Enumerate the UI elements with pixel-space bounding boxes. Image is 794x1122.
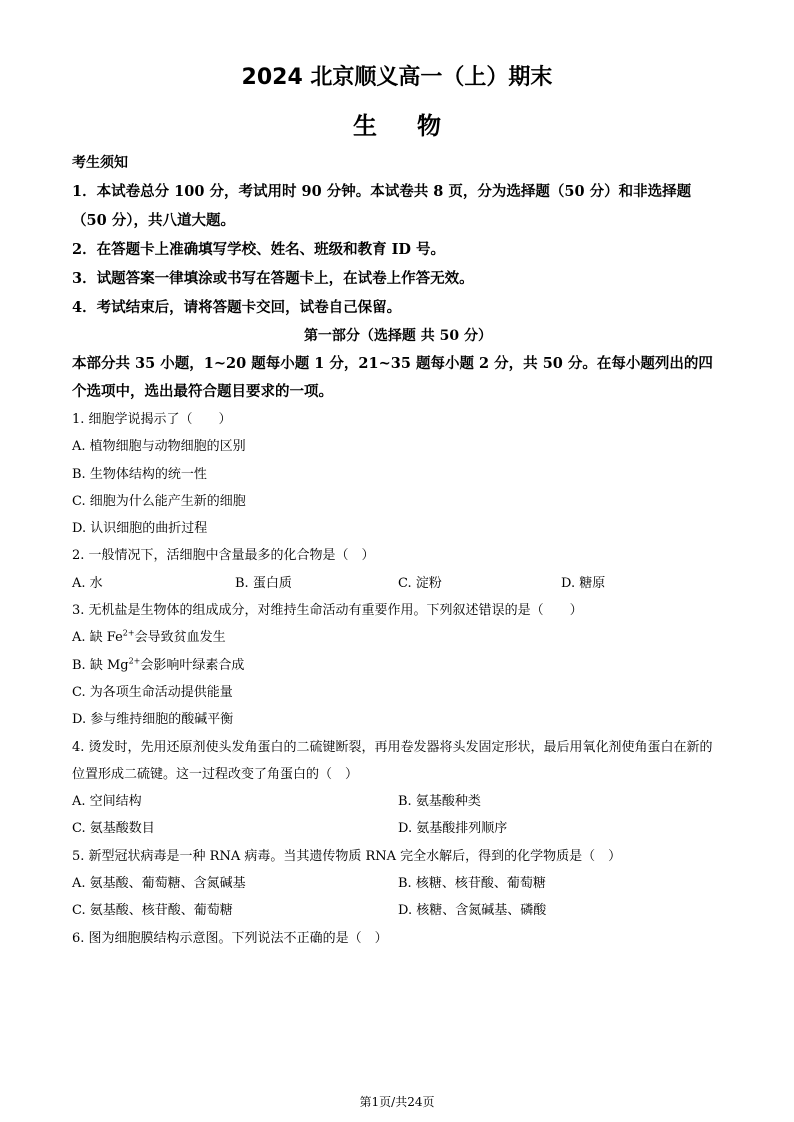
question-3-stem-text: 3. 无机盐是生物体的组成成分，对维持生命活动有重要作用。下列叙述 [72,603,479,619]
exam-title: 2024 北京顺义高一（上）期末 [241,65,553,90]
subject-char: 生 [353,112,377,140]
question-4-option: A. 空间结构 [72,794,142,810]
question-2-option: D. 糖原 [561,575,606,591]
question-2-option: C. 淀粉 [398,575,442,591]
page-number: 第1页/共24页 [359,1095,435,1109]
question-5-stem: 5. 新型冠状病毒是一种 RNA 病毒。当其遗传物质 RNA 完全水解后，得到的化学物质是（ ） [72,848,622,864]
question-1-option: C. 细胞为什么能产生新的细胞 [72,493,246,509]
question-5-options-row [72,897,724,924]
question-5-option: D. 核糖、含氮碱基、磷酸 [398,903,547,919]
ion-charge: 2+ [122,629,135,639]
question-2-option: B. 蛋白质 [235,575,292,591]
question-4-options-row [72,788,724,815]
question-2-option: A. 水 [72,575,103,591]
note-item: 3．试题答案一律填涂或书写在答题卡上，在试卷上作答无效。 [72,270,474,287]
note-item: 4．考试结束后，请将答题卡交回，试卷自己保留。 [72,299,402,316]
question-5-options-row [72,870,724,897]
note-item: 1．本试卷总分 100 分，考试用时 90 分钟。本试卷共 8 页，分为选择题（50 分）和非选择题（50 分），共八道大题。 [72,183,692,229]
emphasis-char: 正 [296,930,310,946]
emphasis-char: 误 [491,603,505,619]
question-3-option: D. 参与维持细胞的酸碱平衡 [72,712,234,728]
part1-heading: 第一部分（选择题 共 50 分） [303,328,493,344]
notes-heading: 考生须知 [72,155,128,171]
emphasis-char: 不 [283,930,297,946]
option-text: B. 缺 Mg [72,657,129,673]
question-4-option: D. 氨基酸排列顺序 [398,821,508,837]
question-3-option: C. 为各项生命活动提供能量 [72,684,233,700]
subject-char: 物 [417,112,441,140]
exam-content [72,150,724,952]
emphasis-char: 确 [309,930,323,946]
option-text: A. 缺 Fe [72,630,123,646]
option-text: 会导致贫血发生 [134,630,226,646]
question-6-stem [72,925,724,952]
question-1-option: D. 认识细胞的曲折过程 [72,521,208,537]
subject-title [0,106,794,141]
question-5-option: A. 氨基酸、葡萄糖、含氮碱基 [72,876,246,892]
question-3-stem-tail: 的是（ ） [504,603,583,619]
question-3-stem [72,597,724,624]
emphasis-char: 错 [478,603,492,619]
question-4-stem: 4. 烫发时，先用还原剂使头发角蛋白的二硫键断裂，再用卷发器将头发固定形状，最后用氧化剂使角蛋白在新的位置形成二硫键。这一过程改变了角蛋白的（ ） [72,739,713,782]
question-6-stem-text: 6. 图为细胞膜结构示意图。下列说法 [72,930,284,946]
question-2-options [72,570,724,597]
question-3-option [72,624,724,651]
question-5-option: C. 氨基酸、核苷酸、葡萄糖 [72,903,233,919]
question-4-options-row [72,815,724,842]
ion-charge: 2+ [128,656,141,666]
question-4-option: C. 氨基酸数目 [72,821,155,837]
option-text: 会影响叶绿素合成 [140,657,245,673]
note-item: 2．在答题卡上准确填写学校、姓名、班级和教育 ID 号。 [72,241,446,258]
question-1-option: B. 生物体结构的统一性 [72,466,207,482]
question-5-option: B. 核糖、核苷酸、葡萄糖 [398,876,546,892]
question-2-stem: 2. 一般情况下，活细胞中含量最多的化合物是（ ） [72,548,375,564]
part1-description: 本部分共 35 小题，1~20 题每小题 1 分，21~35 题每小题 2 分，共 50 分。在每小题列出的四个选项中，选出最符合题目要求的一项。 [72,355,713,400]
question-3-option [72,652,724,679]
question-6-stem-tail: 的是（ ） [322,930,388,946]
question-4-option: B. 氨基酸种类 [398,794,481,810]
question-1-stem: 1. 细胞学说揭示了（ ） [72,412,232,427]
question-1-option: A. 植物细胞与动物细胞的区别 [72,439,246,455]
